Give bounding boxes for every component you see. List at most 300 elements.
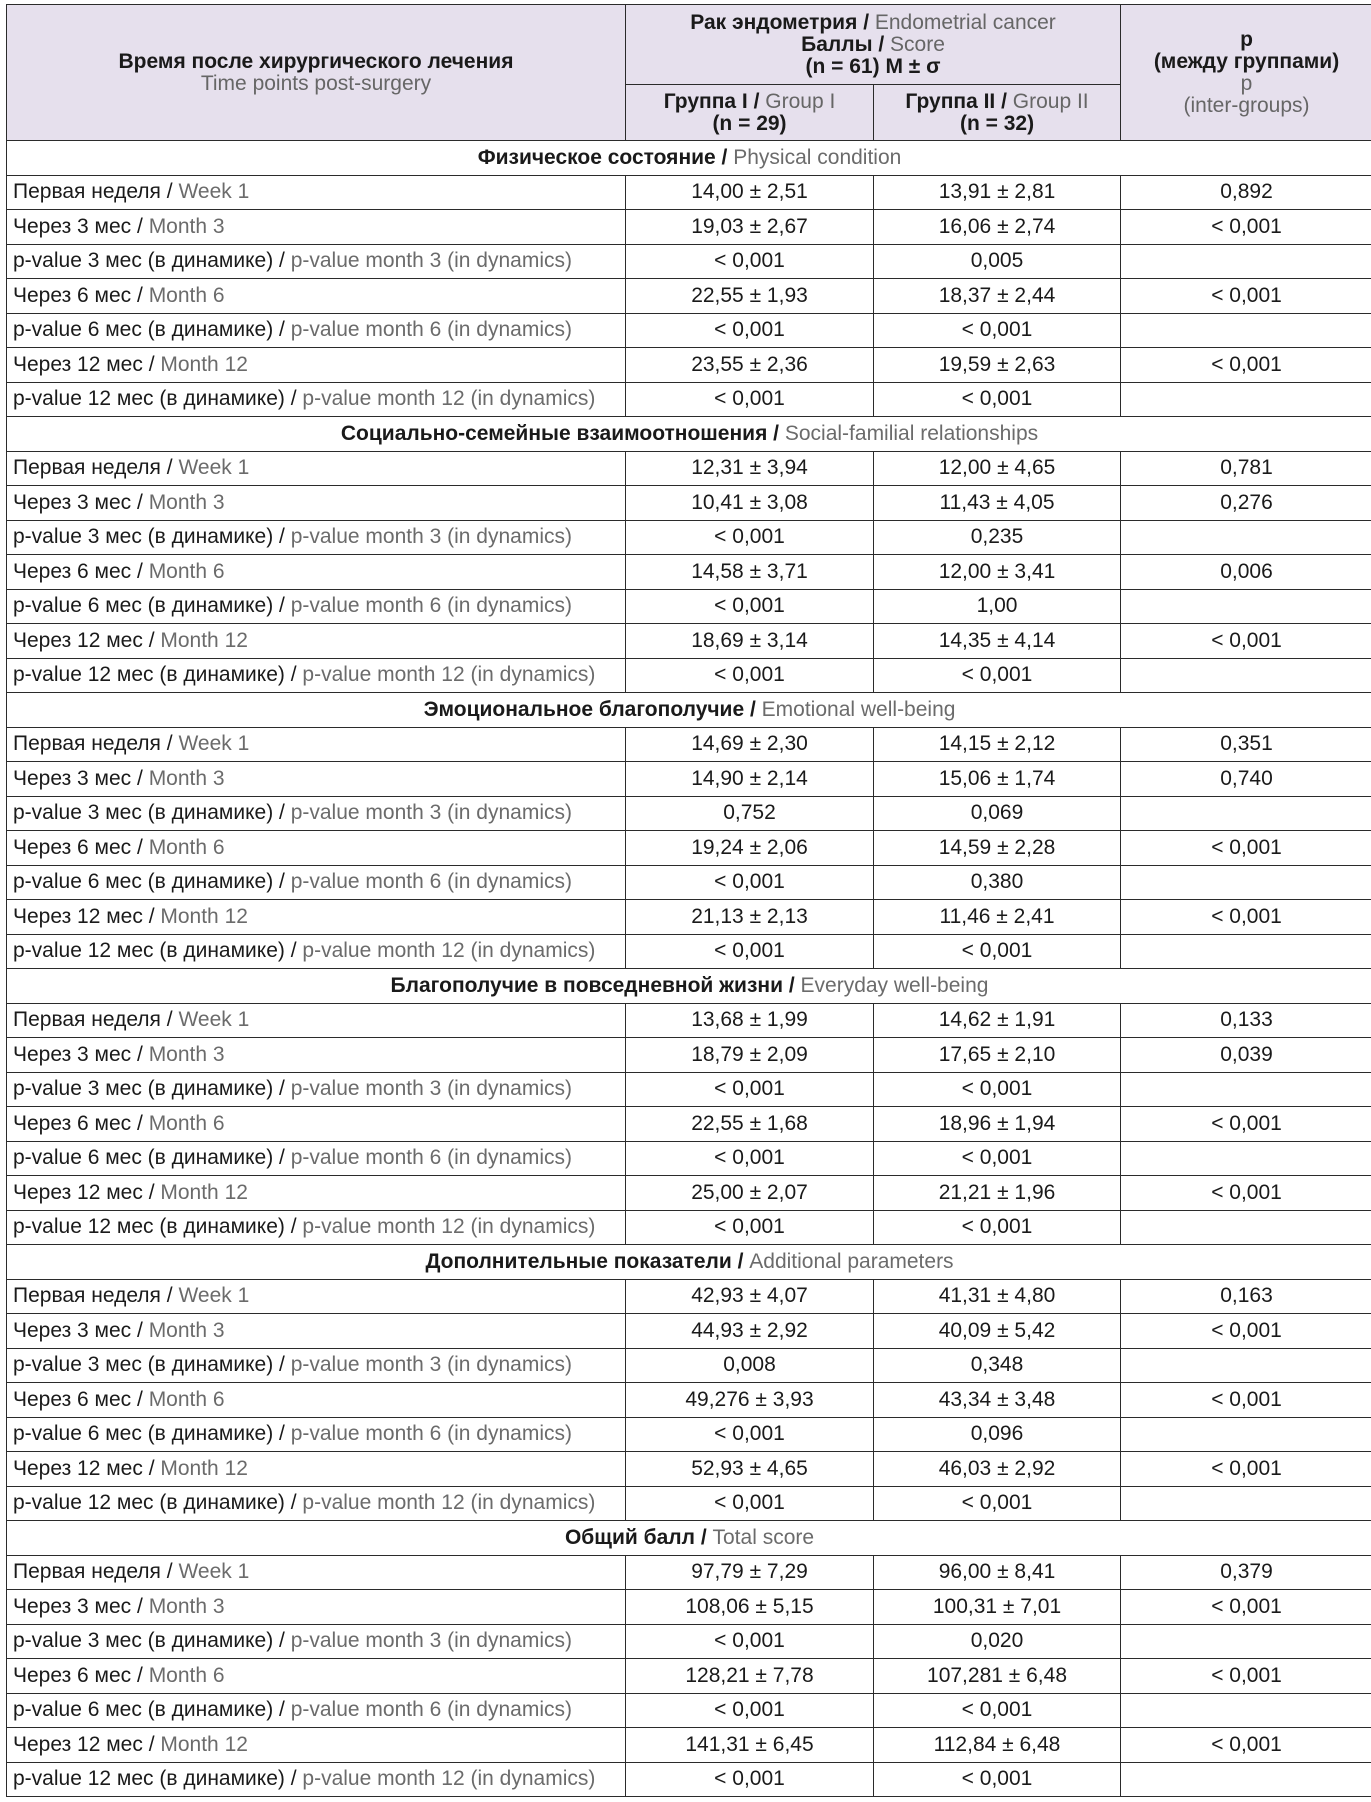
p-value: < 0,001: [1121, 1659, 1371, 1694]
group1-value: < 0,001: [626, 1072, 874, 1107]
p-value: < 0,001: [1121, 1176, 1371, 1211]
group1-value: < 0,001: [626, 244, 874, 279]
row-label: Через 3 мес / Month 3: [7, 210, 626, 245]
header-endometrial-cancer: Рак эндометрия / Endometrial cancer Баллы / Score (n = 61) M ± σ: [626, 5, 1121, 85]
row-label: p-value 12 мес (в динамике) / p-value month 12 (in dynamics): [7, 1762, 626, 1797]
p-value: [1121, 382, 1371, 417]
group1-value: < 0,001: [626, 1210, 874, 1245]
group2-value: 0,005: [874, 244, 1121, 279]
row-label-ru: p-value 12 мес (в динамике): [13, 1767, 285, 1791]
group1-value: 12,31 ± 3,94: [626, 451, 874, 486]
p-value: [1121, 1348, 1371, 1383]
row-label: Через 12 мес / Month 12: [7, 1452, 626, 1487]
row-label-ru: Через 3 мес: [13, 766, 132, 790]
table-row: [7, 1383, 1371, 1418]
group2-value: 96,00 ± 8,41: [874, 1555, 1121, 1590]
table-row: [7, 762, 1371, 797]
header-score-ru: Баллы: [801, 32, 873, 56]
row-label-en: Month 3: [148, 1594, 225, 1618]
section-title: Физическое состояние / Physical condition: [7, 141, 1371, 176]
table-row: [7, 1038, 1371, 1073]
row-label-ru: p-value 3 мес (в динамике): [13, 249, 274, 273]
p-value: 0,781: [1121, 451, 1371, 486]
table-row: [7, 1624, 1371, 1659]
row-label: Через 6 мес / Month 6: [7, 1107, 626, 1142]
row-label-ru: Первая неделя: [13, 1284, 161, 1308]
p-value: < 0,001: [1121, 1452, 1371, 1487]
section-title-ru: Физическое состояние: [477, 145, 716, 169]
table-row: [7, 382, 1371, 417]
table-row: [7, 1452, 1371, 1487]
group1-value: 19,24 ± 2,06: [626, 831, 874, 866]
row-label-en: Month 12: [160, 904, 248, 928]
row-label-en: Month 3: [148, 490, 225, 514]
row-label-en: Month 6: [148, 1663, 225, 1687]
row-label-ru: Первая неделя: [13, 456, 161, 480]
table-row: [7, 1728, 1371, 1763]
section-header-row: [7, 1521, 1371, 1556]
row-label: Через 12 мес / Month 12: [7, 348, 626, 383]
group2-value: 13,91 ± 2,81: [874, 175, 1121, 210]
row-label: p-value 12 мес (в динамике) / p-value month 12 (in dynamics): [7, 1486, 626, 1521]
group1-value: 141,31 ± 6,45: [626, 1728, 874, 1763]
row-label: Через 6 мес / Month 6: [7, 555, 626, 590]
p-value: < 0,001: [1121, 624, 1371, 659]
section-title-ru: Благополучие в повседневной жизни: [390, 973, 783, 997]
row-label: Через 3 мес / Month 3: [7, 486, 626, 521]
group1-value: 14,90 ± 2,14: [626, 762, 874, 797]
group1-value: < 0,001: [626, 313, 874, 348]
row-label-ru: Через 12 мес: [13, 1180, 143, 1204]
group2-value: 107,281 ± 6,48: [874, 1659, 1121, 1694]
row-label-en: Month 6: [148, 835, 225, 859]
group1-value: 42,93 ± 4,07: [626, 1279, 874, 1314]
group2-value: < 0,001: [874, 658, 1121, 693]
section-title-en: Additional parameters: [749, 1249, 954, 1273]
row-label-ru: p-value 3 мес (в динамике): [13, 1077, 274, 1101]
header-p-inter-groups: [1121, 5, 1371, 141]
group1-value: < 0,001: [626, 520, 874, 555]
table-row: [7, 1141, 1371, 1176]
row-label: Через 3 мес / Month 3: [7, 1038, 626, 1073]
row-label-ru: Через 3 мес: [13, 1042, 132, 1066]
header-cancer-en: Endometrial cancer: [874, 10, 1056, 34]
group2-value: 0,096: [874, 1417, 1121, 1452]
p-value: [1121, 1141, 1371, 1176]
table-row: [7, 1693, 1371, 1728]
p-value: 0,039: [1121, 1038, 1371, 1073]
row-label-en: p-value month 6 (in dynamics): [290, 594, 572, 618]
section-title-en: Total score: [712, 1525, 815, 1549]
group2-value: 112,84 ± 6,48: [874, 1728, 1121, 1763]
results-table: [6, 4, 1371, 1797]
group1-value: < 0,001: [626, 1624, 874, 1659]
row-label: Первая неделя / Week 1: [7, 1555, 626, 1590]
p-value: < 0,001: [1121, 1728, 1371, 1763]
p-value: [1121, 796, 1371, 831]
row-label-en: p-value month 3 (in dynamics): [290, 249, 572, 273]
group1-value: 13,68 ± 1,99: [626, 1003, 874, 1038]
row-label-en: p-value month 3 (in dynamics): [290, 1353, 572, 1377]
group2-value: < 0,001: [874, 934, 1121, 969]
row-label-ru: Первая неделя: [13, 180, 161, 204]
header-time-ru: Время после хирургического лечения: [118, 49, 514, 73]
row-label: Через 6 мес / Month 6: [7, 279, 626, 314]
row-label-en: Month 12: [160, 628, 248, 652]
group2-value: < 0,001: [874, 313, 1121, 348]
row-label-ru: Через 12 мес: [13, 352, 143, 376]
header-group-2: Группа II / Group II (n = 32): [874, 85, 1121, 141]
row-label: p-value 3 мес (в динамике) / p-value month 3 (in dynamics): [7, 1348, 626, 1383]
table-row: [7, 1762, 1371, 1797]
table-row: [7, 831, 1371, 866]
header-group2-en: Group II: [1012, 89, 1089, 113]
row-label-ru: Через 6 мес: [13, 1111, 132, 1135]
group2-value: < 0,001: [874, 1141, 1121, 1176]
p-value: 0,740: [1121, 762, 1371, 797]
group1-value: 25,00 ± 2,07: [626, 1176, 874, 1211]
p-value: [1121, 313, 1371, 348]
row-label-en: Month 3: [148, 1042, 225, 1066]
group1-value: 10,41 ± 3,08: [626, 486, 874, 521]
row-label-en: p-value month 6 (in dynamics): [290, 1146, 572, 1170]
group2-value: 0,069: [874, 796, 1121, 831]
group2-value: 0,235: [874, 520, 1121, 555]
p-value: 0,892: [1121, 175, 1371, 210]
group1-value: 14,00 ± 2,51: [626, 175, 874, 210]
p-value: [1121, 244, 1371, 279]
row-label-en: Month 12: [160, 1732, 248, 1756]
group1-value: < 0,001: [626, 865, 874, 900]
row-label-en: Month 6: [148, 559, 225, 583]
row-label: Через 12 мес / Month 12: [7, 900, 626, 935]
p-value: < 0,001: [1121, 1314, 1371, 1349]
group2-value: 18,37 ± 2,44: [874, 279, 1121, 314]
table-body: [7, 141, 1371, 1797]
row-label-en: Month 3: [148, 214, 225, 238]
row-label: p-value 12 мес (в динамике) / p-value month 12 (in dynamics): [7, 934, 626, 969]
row-label-en: Week 1: [178, 1008, 250, 1032]
header-group1-ru: Группа I: [663, 89, 748, 113]
row-label-ru: Через 6 мес: [13, 1387, 132, 1411]
group2-value: 0,020: [874, 1624, 1121, 1659]
row-label-ru: p-value 12 мес (в динамике): [13, 1215, 285, 1239]
p-value: < 0,001: [1121, 900, 1371, 935]
group1-value: 0,008: [626, 1348, 874, 1383]
row-label: Через 12 мес / Month 12: [7, 1728, 626, 1763]
row-label-en: Month 3: [148, 766, 225, 790]
header-cancer-ru: Рак эндометрия: [690, 10, 858, 34]
table-row: [7, 1590, 1371, 1625]
p-value: < 0,001: [1121, 1383, 1371, 1418]
p-value: [1121, 589, 1371, 624]
group2-value: 12,00 ± 4,65: [874, 451, 1121, 486]
row-label-ru: Через 6 мес: [13, 283, 132, 307]
p-value: [1121, 1072, 1371, 1107]
row-label-ru: p-value 12 мес (в динамике): [13, 387, 285, 411]
table-row: [7, 348, 1371, 383]
group1-value: 97,79 ± 7,29: [626, 1555, 874, 1590]
table-row: [7, 244, 1371, 279]
group2-value: 14,15 ± 2,12: [874, 727, 1121, 762]
section-title: Благополучие в повседневной жизни / Everyday well-being: [7, 969, 1371, 1004]
group1-value: 19,03 ± 2,67: [626, 210, 874, 245]
header-score-en: Score: [890, 32, 945, 56]
row-label-ru: p-value 3 мес (в динамике): [13, 525, 274, 549]
row-label: p-value 6 мес (в динамике) / p-value month 6 (in dynamics): [7, 1693, 626, 1728]
row-label-ru: Через 12 мес: [13, 1732, 143, 1756]
row-label-ru: Через 3 мес: [13, 1594, 132, 1618]
p-value: [1121, 1624, 1371, 1659]
p-value: < 0,001: [1121, 279, 1371, 314]
group2-value: 0,348: [874, 1348, 1121, 1383]
group2-value: 40,09 ± 5,42: [874, 1314, 1121, 1349]
row-label-en: p-value month 3 (in dynamics): [290, 1629, 572, 1653]
p-value: [1121, 1486, 1371, 1521]
p-value: 0,133: [1121, 1003, 1371, 1038]
table-row: [7, 1279, 1371, 1314]
p-value: [1121, 934, 1371, 969]
p-value: 0,276: [1121, 486, 1371, 521]
row-label: p-value 6 мес (в динамике) / p-value month 6 (in dynamics): [7, 589, 626, 624]
p-value: < 0,001: [1121, 831, 1371, 866]
table-row: [7, 175, 1371, 210]
group1-value: < 0,001: [626, 382, 874, 417]
header-stats: (n = 61) M ± σ: [805, 54, 941, 78]
row-label-ru: Первая неделя: [13, 1008, 161, 1032]
table-row: [7, 624, 1371, 659]
table-row: [7, 451, 1371, 486]
row-label: p-value 12 мес (в динамике) / p-value month 12 (in dynamics): [7, 658, 626, 693]
table-row: [7, 1210, 1371, 1245]
group1-value: 18,79 ± 2,09: [626, 1038, 874, 1073]
row-label: Через 6 мес / Month 6: [7, 831, 626, 866]
row-label-ru: p-value 6 мес (в динамике): [13, 1146, 274, 1170]
row-label: Через 3 мес / Month 3: [7, 762, 626, 797]
group1-value: 21,13 ± 2,13: [626, 900, 874, 935]
group1-value: 18,69 ± 3,14: [626, 624, 874, 659]
section-title-ru: Социально-семейные взаимоотношения: [340, 421, 768, 445]
row-label: Первая неделя / Week 1: [7, 727, 626, 762]
group2-value: < 0,001: [874, 1693, 1121, 1728]
table-row: [7, 486, 1371, 521]
group2-value: < 0,001: [874, 1210, 1121, 1245]
results-table-container: [6, 4, 1371, 1797]
table-header: [7, 5, 1371, 141]
row-label-en: p-value month 12 (in dynamics): [302, 1491, 596, 1515]
row-label-ru: Через 3 мес: [13, 490, 132, 514]
row-label: Через 6 мес / Month 6: [7, 1659, 626, 1694]
group2-value: 11,46 ± 2,41: [874, 900, 1121, 935]
header-time-en: Time points post-surgery: [200, 71, 432, 95]
row-label-ru: p-value 12 мес (в динамике): [13, 939, 285, 963]
row-label: p-value 12 мес (в динамике) / p-value month 12 (in dynamics): [7, 382, 626, 417]
row-label-ru: Через 6 мес: [13, 835, 132, 859]
p-value: < 0,001: [1121, 348, 1371, 383]
table-row: [7, 1176, 1371, 1211]
group2-value: 19,59 ± 2,63: [874, 348, 1121, 383]
p-value: [1121, 658, 1371, 693]
table-row: [7, 279, 1371, 314]
group2-value: < 0,001: [874, 382, 1121, 417]
p-value: 0,006: [1121, 555, 1371, 590]
table-row: [7, 520, 1371, 555]
row-label: Через 6 мес / Month 6: [7, 1383, 626, 1418]
header-group2-ru: Группа II: [905, 89, 996, 113]
group1-value: 52,93 ± 4,65: [626, 1452, 874, 1487]
table-row: [7, 658, 1371, 693]
group2-value: < 0,001: [874, 1486, 1121, 1521]
group1-value: < 0,001: [626, 658, 874, 693]
row-label-ru: Первая неделя: [13, 732, 161, 756]
row-label-en: Week 1: [178, 1560, 250, 1584]
group1-value: < 0,001: [626, 1762, 874, 1797]
group1-value: < 0,001: [626, 1693, 874, 1728]
row-label-en: Month 6: [148, 1111, 225, 1135]
row-label-ru: p-value 12 мес (в динамике): [13, 1491, 285, 1515]
header-time-points: [7, 5, 626, 141]
header-group1-en: Group I: [765, 89, 836, 113]
group2-value: 17,65 ± 2,10: [874, 1038, 1121, 1073]
group2-value: 46,03 ± 2,92: [874, 1452, 1121, 1487]
group2-value: 41,31 ± 4,80: [874, 1279, 1121, 1314]
group1-value: < 0,001: [626, 1141, 874, 1176]
row-label-en: p-value month 6 (in dynamics): [290, 870, 572, 894]
table-row: [7, 727, 1371, 762]
row-label: Первая неделя / Week 1: [7, 1279, 626, 1314]
row-label-ru: Через 3 мес: [13, 1318, 132, 1342]
table-row: [7, 1072, 1371, 1107]
row-label-ru: Через 12 мес: [13, 628, 143, 652]
section-title: Дополнительные показатели / Additional parameters: [7, 1245, 1371, 1280]
p-value: [1121, 1210, 1371, 1245]
row-label-ru: p-value 3 мес (в динамике): [13, 1629, 274, 1653]
row-label-en: Month 12: [160, 1180, 248, 1204]
row-label: p-value 3 мес (в динамике) / p-value month 3 (in dynamics): [7, 796, 626, 831]
row-label: p-value 3 мес (в динамике) / p-value month 3 (in dynamics): [7, 244, 626, 279]
row-label-ru: p-value 6 мес (в динамике): [13, 1422, 274, 1446]
row-label-ru: Первая неделя: [13, 1560, 161, 1584]
row-label: p-value 6 мес (в динамике) / p-value month 6 (in dynamics): [7, 865, 626, 900]
row-label-ru: p-value 6 мес (в динамике): [13, 594, 274, 618]
row-label-en: Month 3: [148, 1318, 225, 1342]
row-label-ru: p-value 12 мес (в динамике): [13, 663, 285, 687]
group2-value: 100,31 ± 7,01: [874, 1590, 1121, 1625]
row-label-ru: Через 12 мес: [13, 1456, 143, 1480]
header-p-ru-1: p: [1240, 27, 1253, 51]
row-label-en: Week 1: [178, 180, 250, 204]
row-label: p-value 3 мес (в динамике) / p-value month 3 (in dynamics): [7, 1624, 626, 1659]
p-value: [1121, 520, 1371, 555]
group1-value: 14,69 ± 2,30: [626, 727, 874, 762]
group2-value: 0,380: [874, 865, 1121, 900]
row-label-en: p-value month 12 (in dynamics): [302, 1215, 596, 1239]
section-header-row: [7, 1245, 1371, 1280]
group1-value: 22,55 ± 1,68: [626, 1107, 874, 1142]
table-row: [7, 589, 1371, 624]
p-value: 0,379: [1121, 1555, 1371, 1590]
group2-value: 11,43 ± 4,05: [874, 486, 1121, 521]
row-label-en: p-value month 6 (in dynamics): [290, 1698, 572, 1722]
row-label: Через 3 мес / Month 3: [7, 1590, 626, 1625]
header-p-en-2: (inter-groups): [1183, 93, 1310, 117]
row-label-ru: Через 6 мес: [13, 1663, 132, 1687]
group1-value: < 0,001: [626, 1486, 874, 1521]
section-header-row: [7, 969, 1371, 1004]
row-label-ru: Через 3 мес: [13, 214, 132, 238]
row-label-ru: p-value 6 мес (в динамике): [13, 318, 274, 342]
table-row: [7, 555, 1371, 590]
section-title: Социально-семейные взаимоотношения / Social-familial relationships: [7, 417, 1371, 452]
group2-value: 16,06 ± 2,74: [874, 210, 1121, 245]
row-label-en: Month 6: [148, 283, 225, 307]
group2-value: < 0,001: [874, 1072, 1121, 1107]
section-title-en: Emotional well-being: [761, 697, 956, 721]
row-label-ru: p-value 3 мес (в динамике): [13, 801, 274, 825]
group2-value: 14,35 ± 4,14: [874, 624, 1121, 659]
p-value: [1121, 1417, 1371, 1452]
row-label: p-value 12 мес (в динамике) / p-value month 12 (in dynamics): [7, 1210, 626, 1245]
row-label-en: p-value month 12 (in dynamics): [302, 387, 596, 411]
section-title: Эмоциональное благополучие / Emotional well-being: [7, 693, 1371, 728]
p-value: < 0,001: [1121, 1590, 1371, 1625]
group1-value: 14,58 ± 3,71: [626, 555, 874, 590]
row-label-ru: p-value 6 мес (в динамике): [13, 870, 274, 894]
header-p-ru-2: (между группами): [1153, 49, 1340, 73]
p-value: < 0,001: [1121, 1107, 1371, 1142]
table-row: [7, 865, 1371, 900]
group2-value: 12,00 ± 3,41: [874, 555, 1121, 590]
row-label: Через 12 мес / Month 12: [7, 1176, 626, 1211]
group1-value: 22,55 ± 1,93: [626, 279, 874, 314]
row-label-en: Week 1: [178, 732, 250, 756]
p-value: [1121, 1693, 1371, 1728]
group2-value: 14,59 ± 2,28: [874, 831, 1121, 866]
row-label-en: p-value month 12 (in dynamics): [302, 1767, 596, 1791]
row-label: p-value 3 мес (в динамике) / p-value month 3 (in dynamics): [7, 520, 626, 555]
group2-value: 1,00: [874, 589, 1121, 624]
table-row: [7, 1486, 1371, 1521]
header-group2-n: (n = 32): [959, 111, 1035, 135]
group1-value: < 0,001: [626, 589, 874, 624]
group2-value: 18,96 ± 1,94: [874, 1107, 1121, 1142]
table-row: [7, 934, 1371, 969]
row-label-en: p-value month 12 (in dynamics): [302, 939, 596, 963]
table-row: [7, 1659, 1371, 1694]
row-label-en: Week 1: [178, 1284, 250, 1308]
row-label-en: p-value month 6 (in dynamics): [290, 1422, 572, 1446]
group1-value: 49,276 ± 3,93: [626, 1383, 874, 1418]
table-row: [7, 1107, 1371, 1142]
section-title-en: Physical condition: [733, 145, 902, 169]
table-row: [7, 1555, 1371, 1590]
p-value: 0,351: [1121, 727, 1371, 762]
p-value: [1121, 1762, 1371, 1797]
header-group-1: Группа I / Group I (n = 29): [626, 85, 874, 141]
group2-value: 43,34 ± 3,48: [874, 1383, 1121, 1418]
group1-value: < 0,001: [626, 934, 874, 969]
section-title-ru: Общий балл: [564, 1525, 695, 1549]
group1-value: 0,752: [626, 796, 874, 831]
table-row: [7, 210, 1371, 245]
row-label-en: Month 12: [160, 352, 248, 376]
row-label: Первая неделя / Week 1: [7, 451, 626, 486]
row-label: Первая неделя / Week 1: [7, 175, 626, 210]
table-row: [7, 1417, 1371, 1452]
group1-value: 128,21 ± 7,78: [626, 1659, 874, 1694]
section-header-row: [7, 693, 1371, 728]
row-label-ru: p-value 6 мес (в динамике): [13, 1698, 274, 1722]
